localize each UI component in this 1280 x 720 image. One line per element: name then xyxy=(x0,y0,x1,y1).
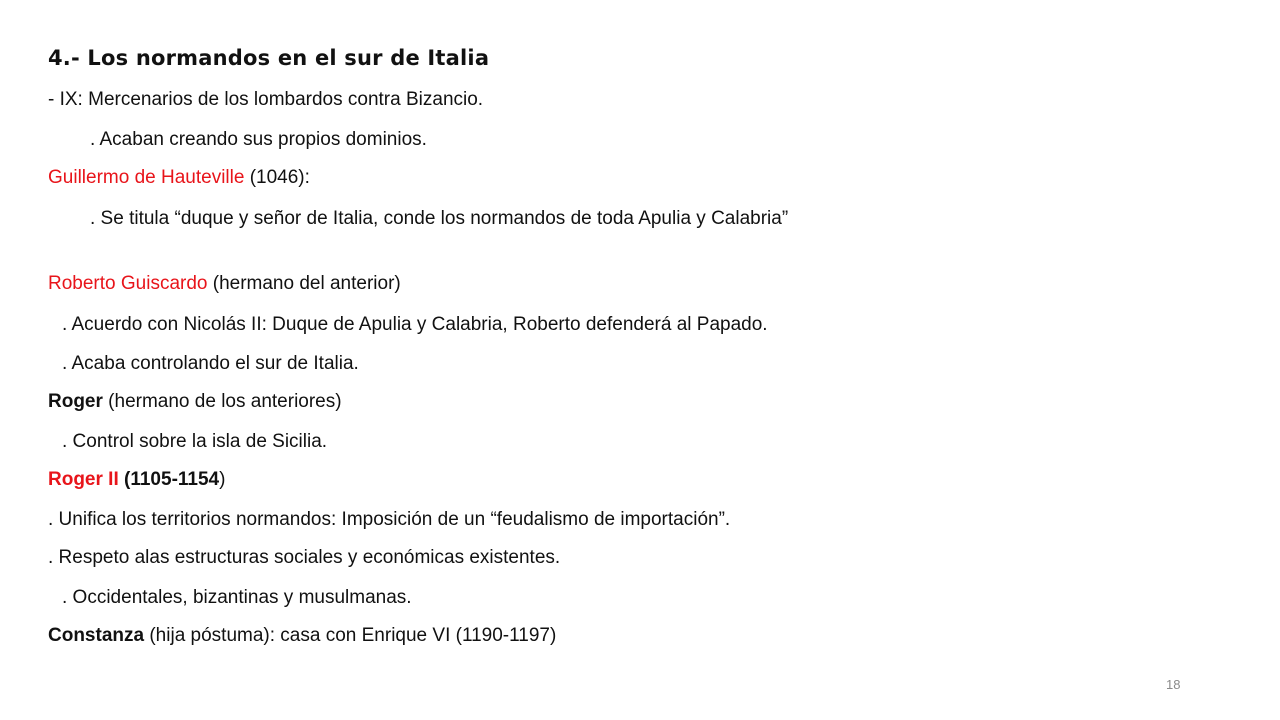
roberto-note: (hermano del anterior) xyxy=(207,273,401,294)
line-guillermo xyxy=(48,166,310,190)
roger-ii-years: 1105-1154 xyxy=(130,469,220,490)
line-occidentales: . Occidentales, bizantinas y musulmanas. xyxy=(62,587,412,608)
line-controlando: . Acaba controlando el sur de Italia. xyxy=(62,353,359,374)
line-titula: . Se titula “duque y señor de Italia, conde los normandos de toda Apulia y Calabria” xyxy=(90,208,789,229)
line-dominios: . Acaban creando sus propios dominios. xyxy=(90,129,427,150)
roger-ii-open: ( xyxy=(118,469,131,490)
roger-ii-close: ) xyxy=(219,469,226,490)
name-roger: Roger xyxy=(48,391,103,412)
line-constanza xyxy=(48,624,556,648)
name-guillermo: Guillermo de Hauteville xyxy=(48,167,245,188)
line-roger-ii xyxy=(48,468,225,492)
page-number: 18 xyxy=(1166,677,1181,692)
constanza-note: (hija póstuma): casa con Enrique VI (1190-1197) xyxy=(144,625,557,646)
slide-title: 4.- Los normandos en el sur de Italia xyxy=(48,46,490,70)
line-sicilia: . Control sobre la isla de Sicilia. xyxy=(62,431,328,452)
line-roberto xyxy=(48,272,401,296)
name-constanza: Constanza xyxy=(48,625,145,646)
line-roger xyxy=(48,390,342,414)
line-unifica: . Unifica los territorios normandos: Imposición de un “feudalismo de importación”. xyxy=(48,509,731,530)
line-respeto: . Respeto alas estructuras sociales y económicas existentes. xyxy=(48,547,561,568)
name-roger-ii: Roger II xyxy=(48,469,119,490)
guillermo-date: (1046): xyxy=(244,167,310,188)
name-roberto: Roberto Guiscardo xyxy=(48,273,208,294)
line-acuerdo: . Acuerdo con Nicolás II: Duque de Apulia y Calabria, Roberto defenderá al Papado. xyxy=(62,314,768,335)
roger-note: (hermano de los anteriores) xyxy=(102,391,342,412)
line-mercenarios: - IX: Mercenarios de los lombardos contra Bizancio. xyxy=(48,89,484,110)
